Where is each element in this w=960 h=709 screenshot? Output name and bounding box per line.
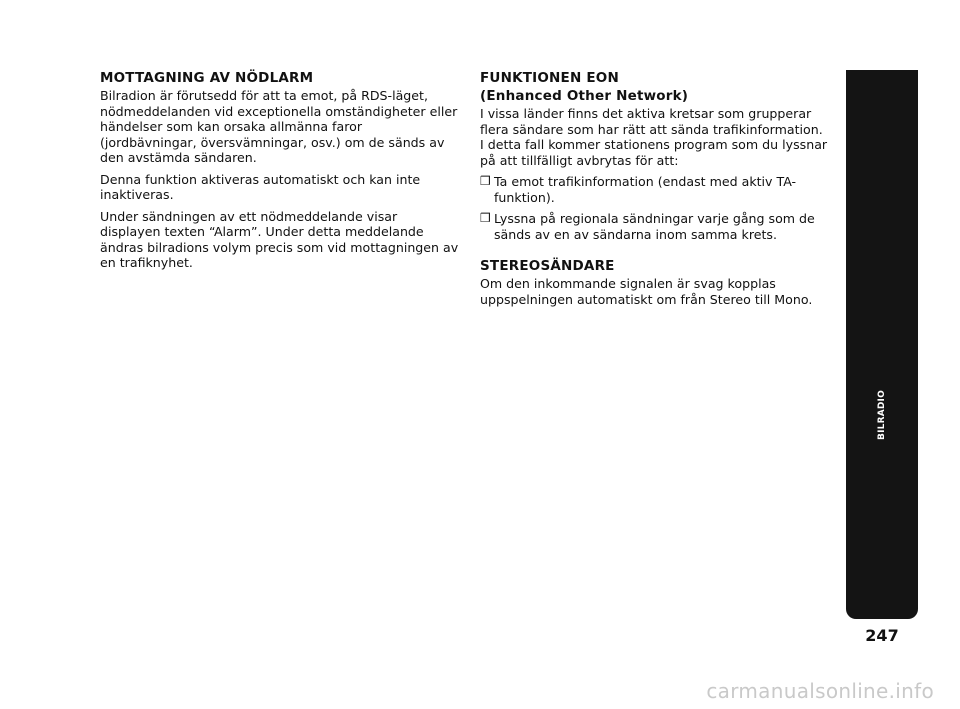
section-subheading-eon: (Enhanced Other Network) — [480, 88, 689, 104]
list-item — [480, 174, 830, 205]
page-number: 247 — [865, 626, 899, 645]
paragraph: Under sändningen av ett nödmeddelande visar displayen texten “Alarm”. Under detta meddelande ändras bilradions volym precis som vid mottagningen av en trafiknyhet. — [100, 208, 459, 270]
section-heading-eon: FUNKTIONEN EON — [480, 70, 619, 86]
paragraph: Denna funktion aktiveras automatiskt och kan inte inaktiveras. — [100, 171, 421, 202]
paragraph: I vissa länder finns det aktiva kretsar som grupperar flera sändare som har rätt att sända trafikinformation. I detta fall kommer stationens program som du lyssnar på att tillfälligt avbrytas för att: — [480, 106, 828, 168]
right-column — [480, 70, 830, 313]
list-item-text: Ta emot trafikinformation (endast med aktiv TA-funktion). — [494, 174, 797, 205]
checkbox-bullet-icon: ❒ — [480, 174, 491, 188]
list-item-text: Lyssna på regionala sändningar varje gång som de sänds av en av sändarna inom samma krets. — [494, 211, 815, 242]
left-column — [100, 70, 460, 277]
paragraph: Om den inkommande signalen är svag kopplas uppspelningen automatiskt om från Stereo till Mono. — [480, 276, 813, 307]
section-heading-stereo: STEREOSÄNDARE — [480, 258, 615, 274]
section-heading-emergency: MOTTAGNING AV NÖDLARM — [100, 70, 314, 86]
checkbox-bullet-icon: ❒ — [480, 211, 491, 225]
watermark: carmanualsonline.info — [706, 679, 934, 703]
list-item — [480, 211, 830, 242]
paragraph: Bilradion är förutsedd för att ta emot, på RDS-läget, nödmeddelanden vid exceptionella omständigheter eller händelser som kan orsaka allmänna faror (jordbävningar, översvämningar, osv.) om de sänds av den avstämda sändaren. — [100, 88, 458, 165]
bullet-list — [480, 174, 830, 242]
chapter-label: BILRADIO — [877, 390, 887, 440]
chapter-side-tab — [846, 70, 918, 619]
